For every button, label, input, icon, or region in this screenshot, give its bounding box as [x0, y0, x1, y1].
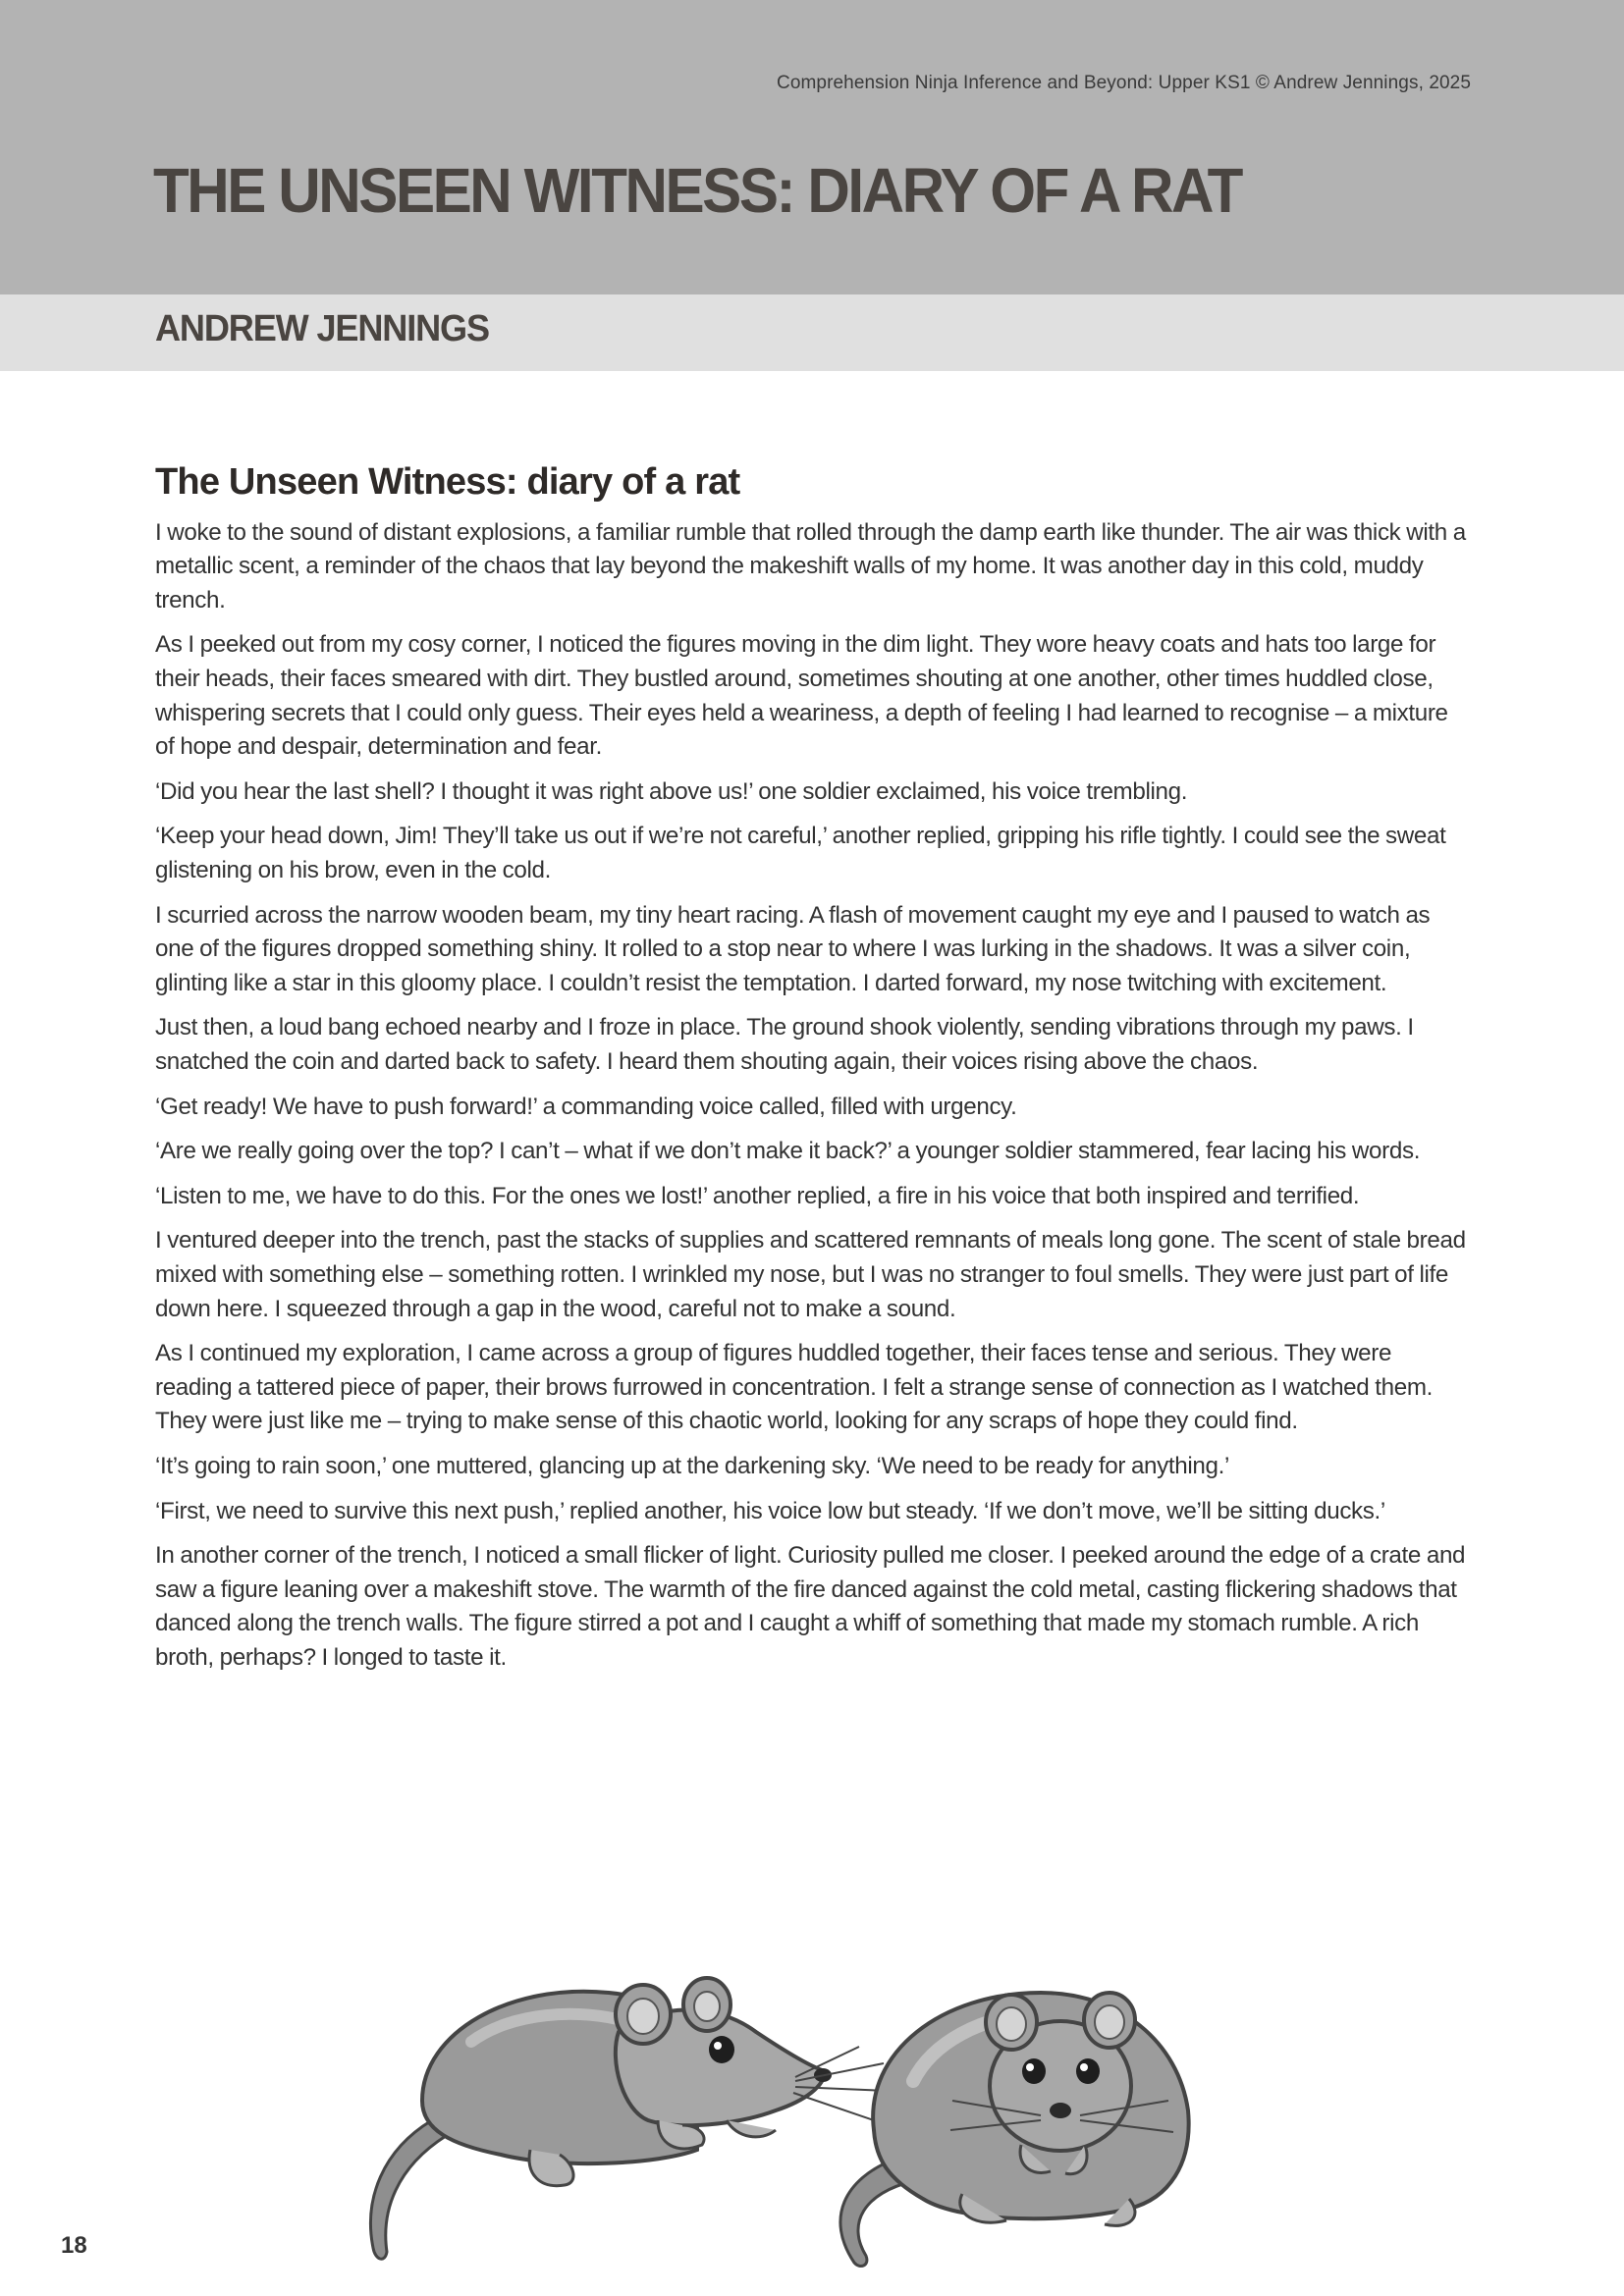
story-paragraph: I woke to the sound of distant explosions, a familiar rumble that rolled through the damp earth like thunder. The air was thick with a metallic scent, a reminder of the chaos that lay beyond the makeshift walls of my home. It was another day in this cold, muddy trench.: [155, 518, 1466, 614]
story-paragraph: Just then, a loud bang echoed nearby and I froze in place. The ground shook violently, sending vibrations through my paws. I snatched the coin and darted back to safety. I heard them shouting again, their voices rising above the chaos.: [155, 1014, 1414, 1075]
rats-illustration: [363, 1953, 1267, 2277]
story-paragraph: ‘Get ready! We have to push forward!’ a commanding voice called, filled with urgency.: [155, 1093, 1017, 1120]
story-paragraph: I ventured deeper into the trench, past the stacks of supplies and scattered remnants of meals long gone. The scent of stale bread mixed with something else – something rotten. I wrinkled my nose, but I was no stranger to foul smells. They were just part of life down here. I squeezed through a gap in the wood, careful not to make a sound.: [155, 1227, 1466, 1322]
story-heading: The Unseen Witness: diary of a rat: [155, 461, 740, 503]
story-paragraph: I scurried across the narrow wooden beam, my tiny heart racing. A flash of movement caught my eye and I paused to watch as one of the figures dropped something shiny. It rolled to a stop near to where I was lurking in the shadows. It was a silver coin, glinting like a star in this gloomy place. I couldn’t resist the temptation. I darted forward, my nose twitching with excitement.: [155, 901, 1431, 996]
rat-left-icon: [371, 1978, 890, 2259]
title-banner: [0, 0, 1624, 294]
story-paragraph: ‘Keep your head down, Jim! They’ll take us out if we’re not careful,’ another replied, gripping his rifle tightly. I could see the sweat glistening on his brow, even in the cold.: [155, 823, 1446, 884]
story-paragraph: ‘First, we need to survive this next push,’ replied another, his voice low but steady. ‘If we don’t move, we’ll be sitting ducks.’: [155, 1497, 1385, 1524]
story-paragraph: ‘It’s going to rain soon,’ one muttered, glancing up at the darkening sky. ‘We need to be ready for anything.’: [155, 1452, 1229, 1479]
story-paragraph: ‘Listen to me, we have to do this. For the ones we lost!’ another replied, a fire in his voice that both inspired and terrified.: [155, 1182, 1360, 1209]
story-paragraph: ‘Did you hear the last shell? I thought it was right above us!’ one soldier exclaimed, his voice trembling.: [155, 777, 1188, 805]
story-paragraph: In another corner of the trench, I noticed a small flicker of light. Curiosity pulled me closer. I peeked around the edge of a crate and saw a figure leaning over a makeshift stove. The warmth of the fire danced against the cold metal, casting flickering shadows that danced along the trench walls. The figure stirred a pot and I caught a whiff of something that made my stomach rumble. A rich broth, perhaps? I longed to taste it.: [155, 1542, 1466, 1671]
author-name: ANDREW JENNINGS: [155, 308, 489, 349]
running-head: Comprehension Ninja Inference and Beyond: Upper KS1 © Andrew Jennings, 2025: [777, 73, 1471, 93]
rat-right-icon: [840, 1993, 1189, 2267]
story-paragraph: ‘Are we really going over the top? I can’t – what if we don’t make it back?’ a younger soldier stammered, fear lacing his words.: [155, 1138, 1421, 1165]
page-title: THE UNSEEN WITNESS: DIARY OF A RAT: [153, 155, 1241, 226]
story-content: [155, 461, 1471, 1686]
story-paragraph: As I peeked out from my cosy corner, I noticed the figures moving in the dim light. They wore heavy coats and hats too large for their heads, their faces smeared with dirt. They bustled around, sometimes shouting at one another, other times huddled close, whispering secrets that I could only guess. Their eyes held a weariness, a depth of feeling I had learned to recognise – a mixture of hope and despair, determination and fear.: [155, 631, 1448, 761]
page-number: 18: [61, 2232, 87, 2259]
story-paragraph: As I continued my exploration, I came across a group of figures huddled together, their faces tense and serious. They were reading a tattered piece of paper, their brows furrowed in concentration. I felt a strange sense of connection as I watched them. They were just like me – trying to make sense of this chaotic world, looking for any scraps of hope they could find.: [155, 1340, 1433, 1435]
